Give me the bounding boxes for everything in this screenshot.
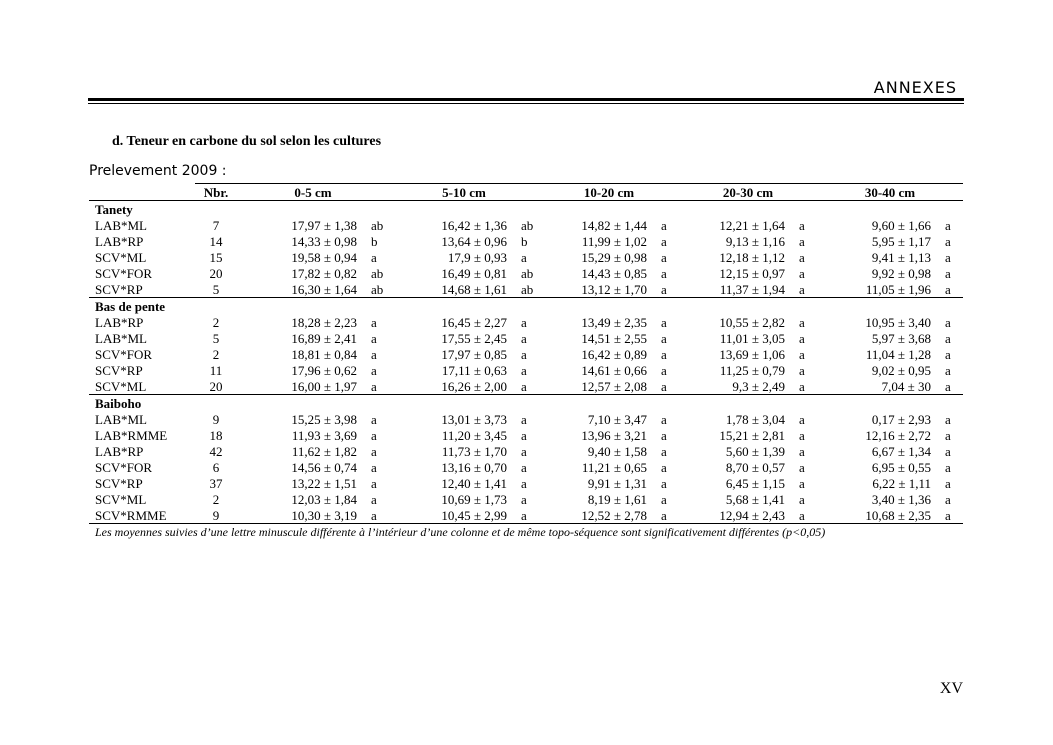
group-header-row <box>89 298 963 315</box>
mean-value: 10,69 ± 1,73 <box>441 491 507 507</box>
mean-value: 7,04 ± 30 <box>817 378 931 395</box>
mean-value: 18,28 ± 2,23 <box>291 314 357 330</box>
header-rule-thick <box>88 98 964 101</box>
mean-value: 13,69 ± 1,06 <box>719 346 785 362</box>
mean-value: 9,40 ± 1,58 <box>587 443 647 459</box>
table-row <box>89 507 963 524</box>
significance-letter: a <box>371 427 377 443</box>
mean-value: 14,51 ± 2,55 <box>581 330 647 346</box>
significance-letter: a <box>661 330 667 346</box>
significance-letter: a <box>661 346 667 362</box>
mean-value: 13,22 ± 1,51 <box>291 475 357 491</box>
group-name: Bas de pente <box>95 298 166 314</box>
mean-value: 11,93 ± 3,69 <box>291 427 357 443</box>
sample-count: 20 <box>209 265 223 281</box>
significance-letter: a <box>661 411 667 427</box>
mean-value: 6,95 ± 0,55 <box>871 459 931 475</box>
treatment-name: SCV*ML <box>95 249 147 265</box>
treatment-name: LAB*RP <box>95 233 144 249</box>
treatment-name: SCV*ML <box>95 491 147 507</box>
treatment-name: SCV*RP <box>95 362 143 378</box>
significance-letter: a <box>945 411 951 427</box>
significance-letter: a <box>371 491 377 507</box>
significance-letter: a <box>647 378 679 395</box>
significance-letter: a <box>357 507 389 524</box>
mean-value: 12,94 ± 2,43 <box>679 507 785 524</box>
significance-letter: a <box>945 459 951 475</box>
mean-value: 17,9 ± 0,93 <box>447 249 507 265</box>
column-header-0-5: 0-5 cm <box>237 184 389 201</box>
mean-value: 15,29 ± 0,98 <box>581 249 647 265</box>
mean-value: 10,30 ± 3,19 <box>237 507 357 524</box>
significance-letter: a <box>661 233 667 249</box>
sample-count: 2 <box>212 346 220 362</box>
mean-value: 10,45 ± 2,99 <box>389 507 507 524</box>
significance-letter: a <box>945 233 951 249</box>
significance-letter: a <box>661 217 667 233</box>
table-row <box>89 314 963 330</box>
significance-letter: a <box>799 265 805 281</box>
mean-value: 5,97 ± 3,68 <box>871 330 931 346</box>
sample-count: 14 <box>209 233 223 249</box>
column-header-5-10: 5-10 cm <box>389 184 539 201</box>
sample-count: 15 <box>209 249 223 265</box>
significance-letter: a <box>945 265 951 281</box>
mean-value: 10,55 ± 2,82 <box>719 314 785 330</box>
table-note: Les moyennes suivies d’une lettre minuscule différente à l’intérieur d’une colonne et de même topo-séquence sont significativement différentes (p<0,05) <box>95 524 826 539</box>
significance-letter: a <box>945 362 951 378</box>
mean-value: 11,37 ± 1,94 <box>679 281 785 298</box>
significance-letter: a <box>647 281 679 298</box>
significance-letter: a <box>507 507 539 524</box>
mean-value: 9,41 ± 1,13 <box>871 249 931 265</box>
significance-letter: ab <box>521 265 534 281</box>
treatment-name: SCV*RP <box>89 281 195 298</box>
mean-value: 11,01 ± 3,05 <box>719 330 785 346</box>
significance-letter: ab <box>371 217 384 233</box>
mean-value: 5,95 ± 1,17 <box>871 233 931 249</box>
significance-letter: a <box>357 378 389 395</box>
significance-letter: a <box>521 346 527 362</box>
mean-value: 17,11 ± 0,63 <box>441 362 507 378</box>
table-row <box>89 233 963 249</box>
mean-value: 13,49 ± 2,35 <box>581 314 647 330</box>
sample-count: 9 <box>195 507 237 524</box>
mean-value: 13,64 ± 0,96 <box>441 233 507 249</box>
sample-count: 18 <box>209 427 223 443</box>
mean-value: 8,19 ± 1,61 <box>587 491 647 507</box>
treatment-name: SCV*RMME <box>89 507 195 524</box>
page-number: XV <box>939 680 963 697</box>
significance-letter: a <box>799 346 805 362</box>
mean-value: 10,68 ± 2,35 <box>817 507 931 524</box>
significance-letter: a <box>799 314 805 330</box>
group-header-row <box>89 201 963 218</box>
sample-count: 2 <box>212 314 220 330</box>
significance-letter: a <box>521 459 527 475</box>
column-header-nbr: Nbr. <box>195 184 237 201</box>
carbon-content-table <box>89 183 963 540</box>
mean-value: 9,91 ± 1,31 <box>587 475 647 491</box>
significance-letter: a <box>661 427 667 443</box>
mean-value: 1,78 ± 3,04 <box>725 411 785 427</box>
mean-value: 7,10 ± 3,47 <box>587 411 647 427</box>
significance-letter: ab <box>507 281 539 298</box>
mean-value: 12,52 ± 2,78 <box>539 507 647 524</box>
significance-letter: a <box>785 507 817 524</box>
treatment-name: SCV*ML <box>89 378 195 395</box>
treatment-name: LAB*RMME <box>95 427 168 443</box>
sample-count: 7 <box>212 217 220 233</box>
treatment-name: LAB*ML <box>95 330 147 346</box>
mean-value: 9,60 ± 1,66 <box>871 217 931 233</box>
significance-letter: a <box>661 362 667 378</box>
mean-value: 5,68 ± 1,41 <box>725 491 785 507</box>
significance-letter: a <box>371 330 377 346</box>
significance-letter: a <box>521 443 527 459</box>
significance-letter: a <box>661 459 667 475</box>
significance-letter: ab <box>357 281 389 298</box>
mean-value: 12,21 ± 1,64 <box>719 217 785 233</box>
mean-value: 17,97 ± 0,85 <box>441 346 507 362</box>
significance-letter: a <box>945 491 951 507</box>
significance-letter: a <box>661 314 667 330</box>
header-rule-thin <box>88 103 964 104</box>
mean-value: 14,43 ± 0,85 <box>581 265 647 281</box>
mean-value: 16,30 ± 1,64 <box>237 281 357 298</box>
significance-letter: ab <box>521 217 534 233</box>
mean-value: 15,25 ± 3,98 <box>291 411 357 427</box>
mean-value: 9,02 ± 0,95 <box>871 362 931 378</box>
table-note-row <box>89 524 963 541</box>
significance-letter: a <box>931 281 963 298</box>
significance-letter: a <box>785 378 817 395</box>
mean-value: 16,00 ± 1,97 <box>237 378 357 395</box>
significance-letter: a <box>799 217 805 233</box>
mean-value: 12,15 ± 0,97 <box>719 265 785 281</box>
mean-value: 14,56 ± 0,74 <box>291 459 357 475</box>
table-header-row <box>89 184 963 201</box>
mean-value: 16,89 ± 2,41 <box>291 330 357 346</box>
significance-letter: a <box>661 475 667 491</box>
sampling-subtitle: Prelevement 2009 : <box>89 163 227 179</box>
mean-value: 14,61 ± 0,66 <box>581 362 647 378</box>
mean-value: 14,82 ± 1,44 <box>581 217 647 233</box>
mean-value: 9,3 ± 2,49 <box>679 378 785 395</box>
significance-letter: a <box>521 491 527 507</box>
significance-letter: a <box>785 281 817 298</box>
mean-value: 13,01 ± 3,73 <box>441 411 507 427</box>
mean-value: 0,17 ± 2,93 <box>871 411 931 427</box>
column-header-name <box>89 184 195 201</box>
mean-value: 12,40 ± 1,41 <box>441 475 507 491</box>
group-name: Baiboho <box>95 395 142 411</box>
mean-value: 16,42 ± 1,36 <box>441 217 507 233</box>
significance-letter: a <box>371 362 377 378</box>
mean-value: 6,67 ± 1,34 <box>871 443 931 459</box>
significance-letter: a <box>945 249 951 265</box>
significance-letter: a <box>371 459 377 475</box>
significance-letter: a <box>371 249 377 265</box>
mean-value: 11,20 ± 3,45 <box>441 427 507 443</box>
mean-value: 17,97 ± 1,38 <box>291 217 357 233</box>
table-row <box>89 346 963 362</box>
mean-value: 17,82 ± 0,82 <box>291 265 357 281</box>
table-row <box>89 491 963 507</box>
mean-value: 13,96 ± 3,21 <box>581 427 647 443</box>
mean-value: 11,04 ± 1,28 <box>865 346 931 362</box>
mean-value: 16,42 ± 0,89 <box>581 346 647 362</box>
significance-letter: a <box>647 507 679 524</box>
significance-letter: a <box>371 443 377 459</box>
significance-letter: a <box>945 330 951 346</box>
column-header-10-20: 10-20 cm <box>539 184 679 201</box>
table-row <box>89 265 963 281</box>
sample-count: 37 <box>209 475 223 491</box>
mean-value: 6,45 ± 1,15 <box>725 475 785 491</box>
group-name: Tanety <box>95 201 133 217</box>
mean-value: 14,33 ± 0,98 <box>291 233 357 249</box>
sample-count: 11 <box>209 362 223 378</box>
table-row <box>89 443 963 459</box>
significance-letter: a <box>661 491 667 507</box>
mean-value: 12,03 ± 1,84 <box>291 491 357 507</box>
mean-value: 8,70 ± 0,57 <box>725 459 785 475</box>
sample-count: 5 <box>212 330 220 346</box>
significance-letter: a <box>507 378 539 395</box>
mean-value: 11,21 ± 0,65 <box>581 459 647 475</box>
significance-letter: a <box>799 443 805 459</box>
table-row <box>89 427 963 443</box>
mean-value: 12,57 ± 2,08 <box>539 378 647 395</box>
mean-value: 19,58 ± 0,94 <box>291 249 357 265</box>
table-row <box>89 411 963 427</box>
significance-letter: a <box>945 346 951 362</box>
significance-letter: a <box>945 475 951 491</box>
sample-count: 6 <box>212 459 220 475</box>
sample-count: 5 <box>195 281 237 298</box>
table-row <box>89 362 963 378</box>
treatment-name: LAB*ML <box>95 411 147 427</box>
significance-letter: a <box>521 427 527 443</box>
mean-value: 17,55 ± 2,45 <box>441 330 507 346</box>
table-row <box>89 249 963 265</box>
significance-letter: ab <box>371 265 384 281</box>
mean-value: 9,92 ± 0,98 <box>871 265 931 281</box>
mean-value: 11,62 ± 1,82 <box>291 443 357 459</box>
significance-letter: a <box>931 378 963 395</box>
significance-letter: a <box>799 475 805 491</box>
significance-letter: a <box>521 330 527 346</box>
significance-letter: a <box>799 249 805 265</box>
table-row <box>89 330 963 346</box>
section-title: d. Teneur en carbone du sol selon les cultures <box>112 134 382 149</box>
treatment-name: SCV*FOR <box>95 265 153 281</box>
mean-value: 10,95 ± 3,40 <box>865 314 931 330</box>
mean-value: 11,99 ± 1,02 <box>581 233 647 249</box>
significance-letter: b <box>371 233 378 249</box>
mean-value: 16,26 ± 2,00 <box>389 378 507 395</box>
significance-letter: a <box>661 249 667 265</box>
significance-letter: a <box>945 443 951 459</box>
significance-letter: a <box>521 411 527 427</box>
column-header-20-30: 20-30 cm <box>679 184 817 201</box>
significance-letter: a <box>661 443 667 459</box>
significance-letter: a <box>945 217 951 233</box>
significance-letter: a <box>945 314 951 330</box>
treatment-name: LAB*RP <box>95 314 144 330</box>
table-row <box>89 378 963 395</box>
mean-value: 13,12 ± 1,70 <box>539 281 647 298</box>
column-header-30-40: 30-40 cm <box>817 184 963 201</box>
table-body <box>89 201 963 524</box>
table-row <box>89 459 963 475</box>
significance-letter: a <box>371 475 377 491</box>
significance-letter: a <box>521 362 527 378</box>
mean-value: 17,96 ± 0,62 <box>291 362 357 378</box>
significance-letter: a <box>799 362 805 378</box>
treatment-name: LAB*RP <box>95 443 144 459</box>
significance-letter: a <box>799 411 805 427</box>
mean-value: 13,16 ± 0,70 <box>441 459 507 475</box>
significance-letter: a <box>371 411 377 427</box>
significance-letter: a <box>661 265 667 281</box>
treatment-name: SCV*FOR <box>95 459 153 475</box>
treatment-name: SCV*FOR <box>95 346 153 362</box>
mean-value: 15,21 ± 2,81 <box>719 427 785 443</box>
table-row <box>89 217 963 233</box>
significance-letter: a <box>799 491 805 507</box>
mean-value: 11,05 ± 1,96 <box>817 281 931 298</box>
sample-count: 42 <box>209 443 223 459</box>
treatment-name: LAB*ML <box>95 217 147 233</box>
significance-letter: a <box>521 475 527 491</box>
mean-value: 16,45 ± 2,27 <box>441 314 507 330</box>
mean-value: 18,81 ± 0,84 <box>291 346 357 362</box>
mean-value: 12,18 ± 1,12 <box>719 249 785 265</box>
mean-value: 9,13 ± 1,16 <box>725 233 785 249</box>
treatment-name: SCV*RP <box>95 475 143 491</box>
significance-letter: a <box>371 346 377 362</box>
significance-letter: a <box>799 330 805 346</box>
significance-letter: a <box>799 427 805 443</box>
significance-letter: a <box>799 459 805 475</box>
significance-letter: a <box>945 427 951 443</box>
mean-value: 3,40 ± 1,36 <box>871 491 931 507</box>
group-header-row <box>89 395 963 412</box>
mean-value: 14,68 ± 1,61 <box>389 281 507 298</box>
mean-value: 16,49 ± 0,81 <box>441 265 507 281</box>
significance-letter: a <box>799 233 805 249</box>
mean-value: 11,25 ± 0,79 <box>719 362 785 378</box>
significance-letter: a <box>371 314 377 330</box>
sample-count: 2 <box>212 491 220 507</box>
table-row <box>89 281 963 298</box>
significance-letter: a <box>931 507 963 524</box>
mean-value: 11,73 ± 1,70 <box>441 443 507 459</box>
sample-count: 9 <box>212 411 220 427</box>
sample-count: 20 <box>195 378 237 395</box>
significance-letter: a <box>521 249 527 265</box>
running-header: ANNEXES <box>873 78 957 97</box>
mean-value: 6,22 ± 1,11 <box>872 475 931 491</box>
significance-letter: a <box>521 314 527 330</box>
mean-value: 5,60 ± 1,39 <box>725 443 785 459</box>
mean-value: 12,16 ± 2,72 <box>865 427 931 443</box>
table-row <box>89 475 963 491</box>
significance-letter: b <box>521 233 528 249</box>
